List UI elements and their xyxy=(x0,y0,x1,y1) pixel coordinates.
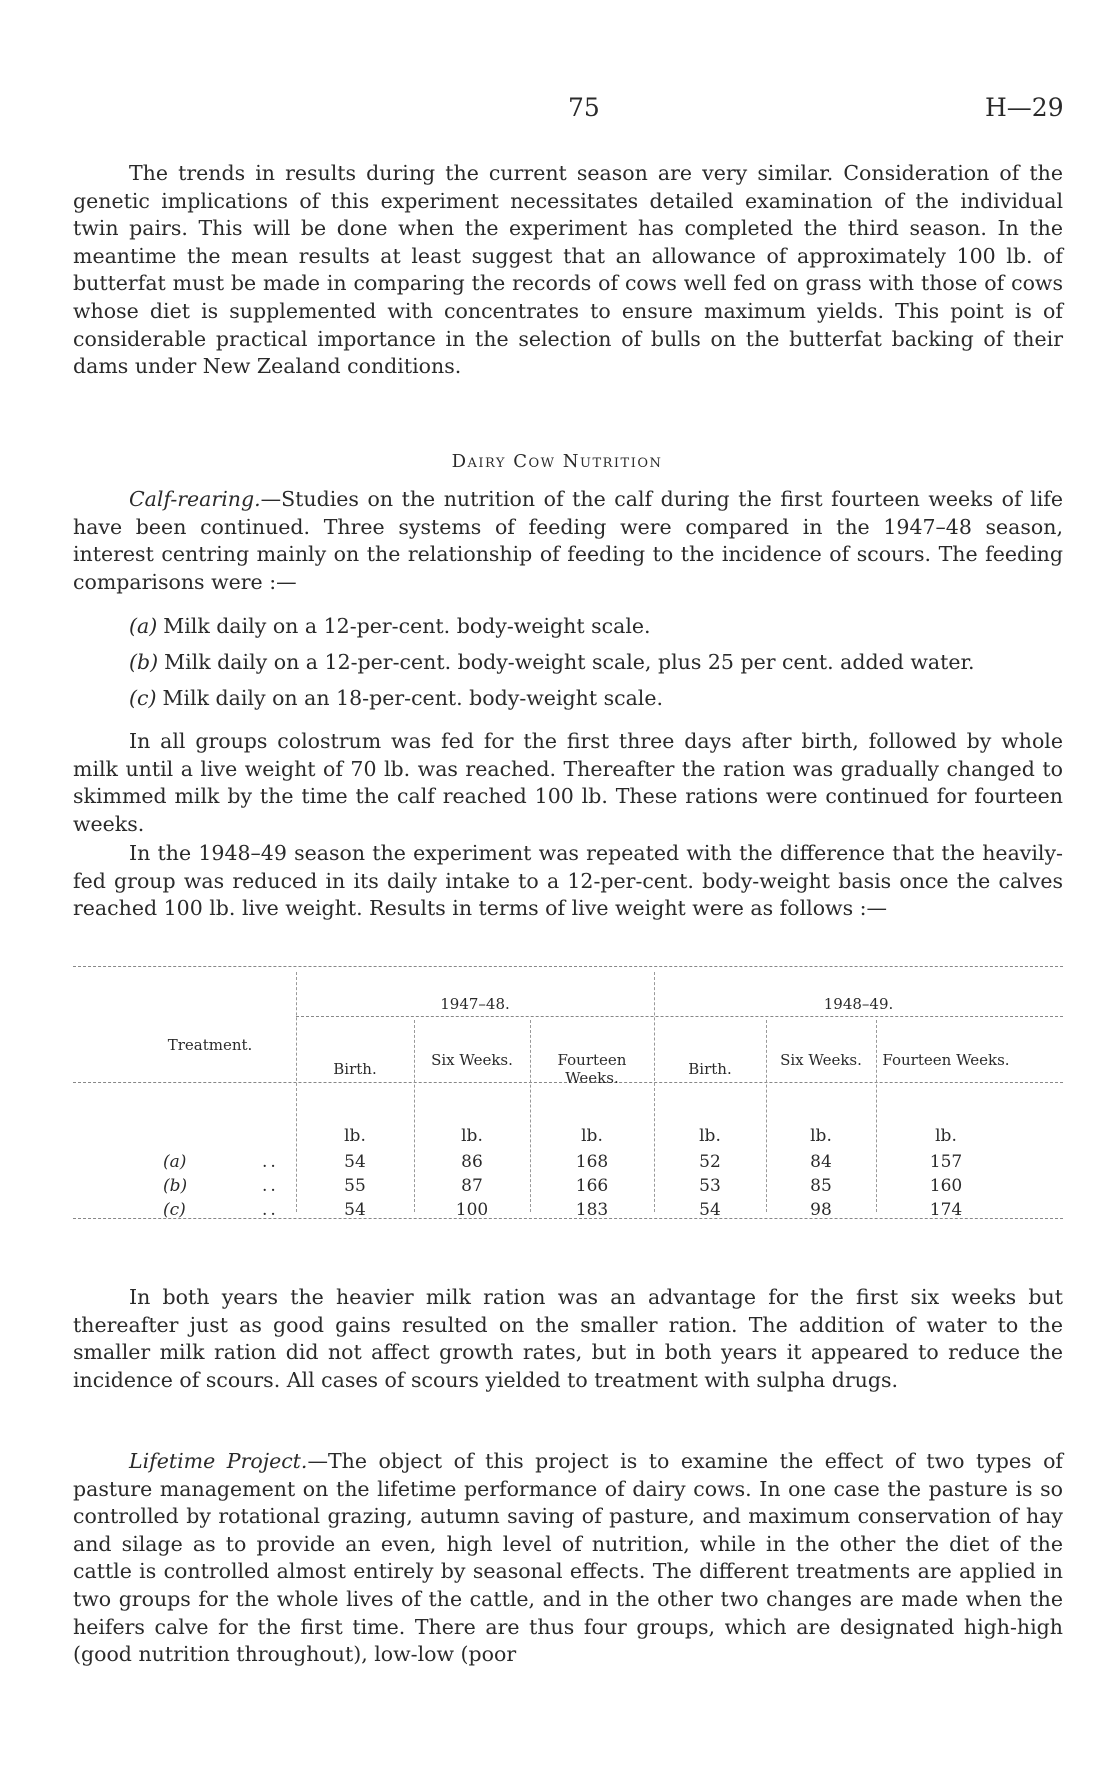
list-item-c xyxy=(129,686,663,710)
table-cell: 53 xyxy=(699,1176,721,1196)
page-number: 75 xyxy=(568,93,600,122)
table-cell: 166 xyxy=(575,1176,609,1196)
leader-dots: .. xyxy=(262,1200,279,1220)
table-cell: 98 xyxy=(810,1200,832,1220)
intro-paragraph xyxy=(73,160,1063,381)
list-label: (c) xyxy=(129,686,157,710)
leader-dots: .. xyxy=(262,1152,279,1172)
list-text: Milk daily on a 12-per-cent. body-weight scale. xyxy=(163,614,651,638)
list-text: Milk daily on an 18-per-cent. body-weight scale. xyxy=(162,686,664,710)
table-cell: 168 xyxy=(575,1152,609,1172)
unit-label: lb. xyxy=(344,1126,366,1146)
list-text: Milk daily on a 12-per-cent. body-weight scale, plus 25 per cent. added water. xyxy=(164,650,975,674)
table-cell: 160 xyxy=(929,1176,963,1196)
year-header-1948-49: 1948–49. xyxy=(823,995,894,1013)
row-label: (a) xyxy=(163,1152,187,1172)
unit-label: lb. xyxy=(699,1126,721,1146)
section-title: Dairy Cow Nutrition xyxy=(451,451,663,472)
col-header-fourteen-weeks: Fourteen Weeks. xyxy=(557,1051,627,1087)
row-label: (b) xyxy=(163,1176,188,1196)
results-intro-paragraph xyxy=(73,840,1063,923)
table-cell: 174 xyxy=(929,1200,963,1220)
calf-rearing-heading: Calf-rearing. xyxy=(129,487,261,511)
unit-label: lb. xyxy=(810,1126,832,1146)
paragraph-text: In both years the heavier milk ration was an advantage for the first six weeks but thereafter just as good gains resulted on the smaller ration. The addition of water to the smaller milk ration did not affect growth rates, but in both years it appeared to reduce the incidence of scours. All cases of scours yielded to treatment with sulpha drugs. xyxy=(73,1285,1063,1392)
conclusion-paragraph xyxy=(73,1284,1063,1394)
unit-label: lb. xyxy=(461,1126,483,1146)
lifetime-project-paragraph xyxy=(73,1448,1063,1669)
col-header-six-weeks: Six Weeks. xyxy=(431,1051,513,1069)
list-item-b xyxy=(129,650,975,674)
list-label: (a) xyxy=(129,614,158,638)
paragraph-text: The trends in results during the current season are very similar. Consideration of the genetic implications of this experiment necessitates detailed examination of the individual twin pairs. This will be done when the experiment has completed the third season. In the meantime the mean results at least suggest that an allowance of approximately 100 lb. of butterfat must be made in comparing the records of cows well fed on grass with those of cows whose diet is supplemented with concentrates to ensure maximum yields. This point is of considerable practical importance in the selection of bulls on the butterfat backing of their dams under New Zealand conditions. xyxy=(73,161,1063,379)
table-cell: 84 xyxy=(810,1152,832,1172)
col-header-fourteen-weeks: Fourteen Weeks. xyxy=(882,1051,1010,1069)
table-cell: 157 xyxy=(929,1152,963,1172)
table-cell: 86 xyxy=(461,1152,483,1172)
table-cell: 85 xyxy=(810,1176,832,1196)
paragraph-text: In all groups colostrum was fed for the first three days after birth, followed by whole milk until a live weight of 70 lb. was reached. Thereafter the ration was gradually changed to skimmed milk by the time the calf reached 100 lb. These rations were continued for fourteen weeks. xyxy=(73,729,1063,836)
feeding-paragraph xyxy=(73,728,1063,838)
row-label: (c) xyxy=(163,1200,186,1220)
lifetime-project-heading: Lifetime Project. xyxy=(129,1449,308,1473)
col-header-birth: Birth. xyxy=(688,1060,732,1078)
calf-rearing-text: —Studies on the nutrition of the calf during the first fourteen weeks of life have been continued. Three systems of feeding were compared in the 1947–48 season, interest centring mainly on the relationship of feeding to the incidence of scours. The feeding comparisons were :— xyxy=(73,487,1063,594)
col-header-six-weeks: Six Weeks. xyxy=(780,1051,862,1069)
lifetime-project-text: —The object of this project is to examine the effect of two types of pasture management on the lifetime performance of dairy cows. In one case the pasture is so controlled by rotational grazing, autumn saving of pasture, and maximum conservation of hay and silage as to provide an even, high level of nutrition, while in the other the diet of the cattle is controlled almost entirely by seasonal effects. The different treatments are applied in two groups for the whole lives of the cattle, and in the other two changes are made when the heifers calve for the first time. There are thus four groups, which are designated high-high (good nutrition throughout), low-low (poor xyxy=(73,1449,1063,1667)
calf-rearing-paragraph xyxy=(73,486,1063,596)
leader-dots: .. xyxy=(262,1176,279,1196)
table-rule-year xyxy=(296,1016,1063,1017)
unit-label: lb. xyxy=(935,1126,957,1146)
table-cell: 183 xyxy=(575,1200,609,1220)
table-cell: 55 xyxy=(344,1176,366,1196)
table-cell: 100 xyxy=(455,1200,489,1220)
paragraph-text: In the 1948–49 season the experiment was repeated with the difference that the heavily-fed group was reduced in its daily intake to a 12-per-cent. body-weight basis once the calves reached 100 lb. live weight. Results in terms of live weight were as follows :— xyxy=(73,841,1063,921)
list-label: (b) xyxy=(129,650,159,674)
list-item-a xyxy=(129,614,651,638)
table-cell: 54 xyxy=(344,1200,366,1220)
document-reference: H—29 xyxy=(985,93,1064,122)
year-header-1947-48: 1947–48. xyxy=(440,995,510,1013)
table-cell: 87 xyxy=(461,1176,483,1196)
col-header-birth: Birth. xyxy=(333,1060,377,1078)
table-cell: 54 xyxy=(344,1152,366,1172)
treatment-header: Treatment. xyxy=(167,1036,253,1054)
table-rule-top xyxy=(73,966,1063,967)
table-cell: 54 xyxy=(699,1200,721,1220)
unit-label: lb. xyxy=(581,1126,603,1146)
table-cell: 52 xyxy=(699,1152,721,1172)
